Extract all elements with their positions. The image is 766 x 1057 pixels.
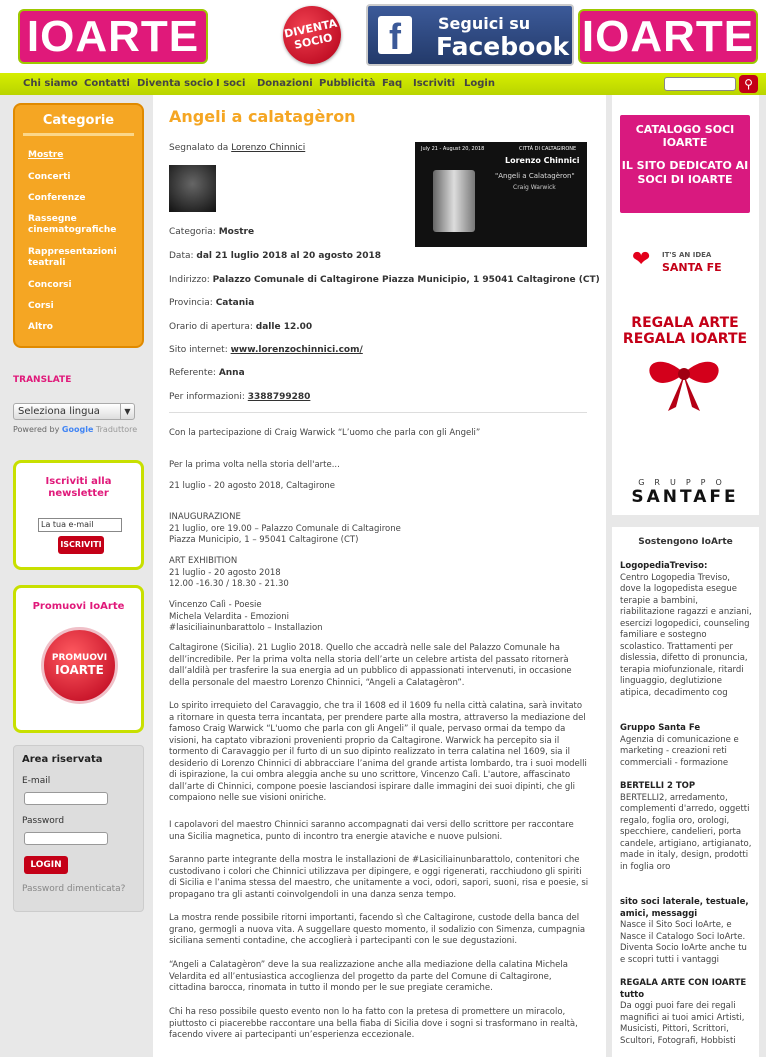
supporter-name: sito soci laterale, testuale, amici, messaggi bbox=[620, 897, 749, 919]
hours-value: dalle 12.00 bbox=[255, 322, 313, 332]
promote-circle-bottom: IOARTE bbox=[55, 663, 104, 677]
newsletter-subscribe-button[interactable]: ISCRIVITI bbox=[58, 536, 104, 554]
language-select-value: Seleziona lingua bbox=[18, 406, 100, 417]
supporter-name: REGALA ARTE CON IOARTE tutto bbox=[620, 978, 747, 1000]
category-field bbox=[169, 227, 254, 237]
login-button[interactable]: LOGIN bbox=[24, 856, 68, 874]
newsletter-box bbox=[13, 460, 144, 570]
avatar[interactable] bbox=[169, 165, 216, 212]
santafe-idea-line2: SANTA FE bbox=[662, 261, 722, 274]
contact-value: Anna bbox=[218, 368, 245, 378]
date-value: dal 21 luglio 2018 al 20 agosto 2018 bbox=[196, 251, 382, 261]
nav-chi-siamo[interactable]: Chi siamo bbox=[23, 78, 78, 89]
info-label: Per informazioni: bbox=[169, 392, 245, 402]
category-conferenze[interactable]: Conferenze bbox=[28, 193, 86, 203]
santafe-logo: SANTAFE bbox=[631, 487, 739, 507]
poster-name: Lorenzo Chinnici bbox=[505, 156, 580, 165]
email-field[interactable] bbox=[24, 792, 108, 805]
category-rassegne[interactable]: Rassegne cinematografiche bbox=[28, 214, 117, 235]
contact-label: Referente: bbox=[169, 368, 216, 378]
website-field bbox=[169, 345, 363, 355]
supporter-item[interactable] bbox=[620, 723, 752, 769]
regala-line2: REGALA IOARTE bbox=[622, 331, 748, 347]
categories-box bbox=[13, 103, 144, 348]
page-title: Angeli a calatagèron bbox=[169, 107, 356, 126]
supporter-item[interactable] bbox=[620, 561, 752, 699]
supporters-title: Sostengono IoArte bbox=[638, 537, 733, 547]
event-poster[interactable] bbox=[415, 142, 587, 247]
address-value: Palazzo Comunale di Caltagirone Piazza Municipio, 1 95041 Caltagirone (CT) bbox=[212, 275, 600, 285]
category-mostre[interactable]: Mostre bbox=[28, 150, 64, 160]
category-concerti[interactable]: Concerti bbox=[28, 172, 71, 182]
translate-title: TRANSLATE bbox=[13, 375, 72, 385]
paragraph: Caltagirone (Sicilia). 21 Luglio 2018. Quello che accadrà nelle sale del Palazzo Comunale ha dell’incredibile. Per la prima volta nella storia dell’arte un celebre artista del passato ritornerà dall’aldilà per trasferire la sua energia ad un pubblico di appassionati intervenuti, in occasione della personale del maestro Lorenzo Chinnici, “Angeli a Calatagèron”. bbox=[169, 643, 572, 688]
chevron-down-icon: ▼ bbox=[120, 404, 134, 419]
paragraph: INAUGURAZIONE 21 luglio, ore 19.00 – Palazzo Comunale di Caltagirone Piazza Municipio, 1 – 95041 Caltagirone (CT) bbox=[169, 512, 401, 545]
paragraph: La mostra rende possibile ritorni importanti, facendo sì che Caltagirone, custode della banca del grano, germogli a nuova vita. A suggellare questo momento, il sodalizio con Simenza, cumpagnia siciliana sementi contadine, che accoglierà i partecipanti con le sue degustazioni. bbox=[169, 913, 586, 946]
supporter-name: BERTELLI 2 TOP bbox=[620, 781, 696, 791]
reserved-area-title: Area riservata bbox=[22, 754, 103, 765]
catalogo-text: IL SITO DEDICATO AI SOCI DI IOARTE bbox=[621, 159, 749, 186]
promote-circle-top: PROMUOVI bbox=[51, 653, 108, 663]
santafe-idea-line1: IT'S AN IDEA bbox=[662, 251, 712, 259]
banners-box bbox=[612, 95, 759, 515]
category-label: Categoria: bbox=[169, 227, 216, 237]
paragraph: Saranno parte integrante della mostra le installazioni de #Lasiciliainunbarattolo, contenitori che custodivano i colori che Chinnici utilizzava per dipingere, e oggi rigenerati, racchiudono gli spiriti di Sicilia e l’anima stessa del maestro, che unitamente a voci, odori, sapori, suoni, risa e poesie, si propagano tra gli astanti coinvolgendoli in una danza senza tempo. bbox=[169, 855, 589, 900]
facebook-icon: f bbox=[378, 16, 412, 54]
ioarte-logo-right[interactable]: IOARTE bbox=[578, 9, 758, 64]
poster-can bbox=[433, 170, 475, 232]
nav-contatti[interactable]: Contatti bbox=[84, 78, 130, 89]
supporter-item[interactable] bbox=[620, 897, 752, 966]
paragraph: “Angeli a Calatagèron” deve la sua realizzazione anche alla mediazione della calatina Michela Velardita ed all’entusiastica accoglienza del progetto da parte del Comune di Caltagirone, cittadina barocca, rinomata in tutto il mondo per le sue pregiate ceramiche. bbox=[169, 960, 568, 993]
divider bbox=[23, 133, 134, 136]
catalogo-title: CATALOGO SOCI IOARTE bbox=[635, 123, 735, 149]
nav-i-soci[interactable]: I soci bbox=[216, 78, 246, 89]
paragraph: Con la partecipazione di Craig Warwick “L’uomo che parla con gli Angeli” bbox=[169, 428, 481, 438]
province-label: Provincia: bbox=[169, 298, 213, 308]
category-rappresentazioni[interactable]: Rappresentazioni teatrali bbox=[28, 247, 117, 268]
poster-title: "Angeli a Calatagèron" bbox=[495, 172, 575, 180]
paragraph: ART EXHIBITION 21 luglio - 20 agosto 2018 12.00 -16.30 / 18.30 - 21.30 bbox=[169, 556, 289, 589]
search-icon[interactable]: ⚲ bbox=[739, 75, 758, 93]
facebook-line1: Seguici su bbox=[438, 14, 531, 33]
password-label: Password bbox=[22, 816, 65, 826]
categories-title: Categorie bbox=[42, 113, 115, 128]
hours-label: Orario di apertura: bbox=[169, 322, 253, 332]
reported-by bbox=[169, 143, 305, 153]
heart-icon: ❤ bbox=[632, 247, 651, 272]
date-field bbox=[169, 251, 381, 261]
supporter-text: Da oggi puoi fare dei regali magnifici ai tuoi amici Artisti, Musicisti, Pittori, Scrittori, Scultori, Fotografi, Hobbisti bbox=[620, 1001, 745, 1046]
gruppo-santafe-banner[interactable] bbox=[620, 478, 750, 507]
newsletter-email-input[interactable]: La tua e-mail bbox=[38, 518, 122, 532]
facebook-line2: Facebook bbox=[436, 32, 570, 61]
address-field bbox=[169, 275, 600, 285]
paragraph: Vincenzo Calì - Poesie Michela Velardita - Emozioni #lasiciliainunbarattolo – Installazion bbox=[169, 600, 323, 633]
date-label: Data: bbox=[169, 251, 194, 261]
supporter-text: Centro Logopedia Treviso, dove la logopedista esegue terapie a bambini, riabilitazione ragazzi e anziani, esercizi logopedici, counseling familiare e sostegno scolastico. Trattamenti per dislessia, difetto di pronuncia, terapia miofunzionale, ritardi linguaggio, deglutizione atipica, decadimento cog bbox=[620, 572, 752, 698]
supporter-item[interactable] bbox=[620, 978, 752, 1047]
language-select[interactable] bbox=[13, 403, 135, 420]
powered-by bbox=[13, 425, 137, 434]
regala-arte-banner[interactable] bbox=[620, 315, 750, 347]
nav-pubblicita[interactable]: Pubblicità bbox=[319, 78, 376, 89]
reserved-area-box bbox=[13, 745, 144, 912]
article bbox=[153, 95, 606, 1057]
google-logo: Google bbox=[61, 425, 94, 434]
traduttore-link[interactable]: Traduttore bbox=[95, 425, 138, 434]
header bbox=[0, 0, 766, 73]
category-concorsi[interactable]: Concorsi bbox=[28, 280, 72, 290]
promote-box bbox=[13, 585, 144, 733]
santafe-idea-banner[interactable] bbox=[632, 247, 722, 274]
nav-iscriviti[interactable]: Iscriviti bbox=[413, 78, 456, 89]
gruppo-label: GRUPPO bbox=[638, 478, 732, 487]
search-input[interactable] bbox=[664, 77, 736, 91]
website-label: Sito internet: bbox=[169, 345, 228, 355]
province-value: Catania bbox=[215, 298, 255, 308]
poster-city: CITTÀ DI CALTAGIRONE bbox=[519, 146, 577, 152]
promote-ioarte-button[interactable] bbox=[41, 627, 118, 704]
nav-login[interactable]: Login bbox=[464, 78, 495, 89]
gift-bow-icon bbox=[642, 353, 726, 413]
catalogo-soci-banner[interactable] bbox=[620, 115, 750, 213]
contact-field bbox=[169, 368, 245, 378]
province-field bbox=[169, 298, 254, 308]
nav-faq[interactable]: Faq bbox=[382, 78, 403, 89]
main-nav bbox=[0, 73, 766, 95]
email-label: E-mail bbox=[22, 776, 51, 786]
paragraph: I capolavori del maestro Chinnici saranno accompagnati dai versi dello scrittore per raccontare una Sicilia magnetica, punto di incontro tra energie ataviche e nuove pulsioni. bbox=[169, 820, 574, 842]
category-altro[interactable]: Altro bbox=[28, 322, 53, 332]
forgot-password-link[interactable]: Password dimenticata? bbox=[22, 884, 126, 894]
website-link[interactable]: www.lorenzochinnici.com/ bbox=[230, 345, 363, 355]
promote-title: Promuovi IoArte bbox=[32, 601, 125, 612]
regala-line1: REGALA ARTE bbox=[631, 315, 739, 331]
supporter-item[interactable] bbox=[620, 781, 752, 873]
supporter-text: Agenzia di comunicazione e marketing - creazioni reti commerciali - formazione bbox=[620, 734, 739, 768]
newsletter-title: Iscriviti alla newsletter bbox=[45, 476, 112, 499]
supporter-text: BERTELLI2, arredamento, complementi d'arredo, oggetti regalo, foglia oro, orologi, specchiere, candelieri, porta candele, artigiano, artigianato, made in italy, design, prodotti in foglia oro bbox=[620, 792, 752, 872]
hours-field bbox=[169, 322, 312, 332]
divider bbox=[169, 412, 587, 413]
paragraph: Chi ha reso possibile questo evento non lo ha fatto con la pretesa di promettere un miracolo, piuttosto ci piacerebbe raccontare una bella fiaba di Sicilia dove i sogni si trasformano in realtà, facendo vivere ai partecipanti un’esperienza eccezionale. bbox=[169, 1007, 578, 1040]
poster-dates: July 21 - August 20, 2018 bbox=[421, 146, 485, 152]
nav-donazioni[interactable]: Donazioni bbox=[257, 78, 313, 89]
paragraph: 21 luglio - 20 agosto 2018, Caltagirone bbox=[169, 481, 336, 491]
diventa-socio-badge[interactable]: DIVENTA SOCIO bbox=[278, 1, 347, 70]
reported-by-link[interactable]: Lorenzo Chinnici bbox=[231, 143, 306, 153]
info-field bbox=[169, 392, 310, 402]
supporter-text: Nasce il Sito Soci IoArte, e Nasce il Catalogo Soci IoArte. Diventa Socio IoArte anche tu e scopri tutti i vantaggi bbox=[620, 920, 747, 965]
supporters-box bbox=[612, 527, 759, 1057]
nav-diventa-socio[interactable]: Diventa socio bbox=[137, 78, 214, 89]
reported-by-label: Segnalato da bbox=[169, 143, 229, 153]
ioarte-logo[interactable]: IOARTE bbox=[18, 9, 208, 64]
poster-guest: Craig Warwick bbox=[513, 184, 556, 191]
facebook-banner[interactable] bbox=[366, 4, 574, 66]
address-label: Indirizzo: bbox=[169, 275, 210, 285]
powered-by-label: Powered by bbox=[13, 425, 60, 434]
password-field[interactable] bbox=[24, 832, 108, 845]
info-phone-link[interactable]: 3388799280 bbox=[247, 392, 311, 402]
paragraph: Per la prima volta nella storia dell'arte... bbox=[169, 460, 340, 470]
category-corsi[interactable]: Corsi bbox=[28, 301, 54, 311]
supporter-name: LogopediaTreviso: bbox=[620, 561, 708, 571]
category-value: Mostre bbox=[218, 227, 255, 237]
supporter-name: Gruppo Santa Fe bbox=[620, 723, 701, 733]
paragraph: Lo spirito irrequieto del Caravaggio, che tra il 1608 ed il 1609 fu nella città calatina, sarà invitato a ritornare in questa terra incantata, per prendere parte alla mostra, attraverso la mediazione del famoso Craig Warwick “L'uomo che parla con gli Angeli” il quale, pervaso ormai da tempo da visioni, ha captato vibrazioni provenienti proprio da Caltagirone. Warwick ha percepito sia il tormento di Caravaggio per il furto di un suo dipinto realizzato in terra calatina nel 1609, sia il desiderio di Lorenzo Chinnici di abbracciare l’anima del grande artista lombardo, tra i suoi modelli di ispirazione, la cui ombra aleggia anche su uno scrittore, Vincenzo Calì. L'autore, affascinato dall’arte di Chinnici, compone poesie lasciandosi ispirare dalle immagini dei suoi dipinti, che gli compaiono nelle sue visioni oniriche. bbox=[169, 701, 587, 803]
